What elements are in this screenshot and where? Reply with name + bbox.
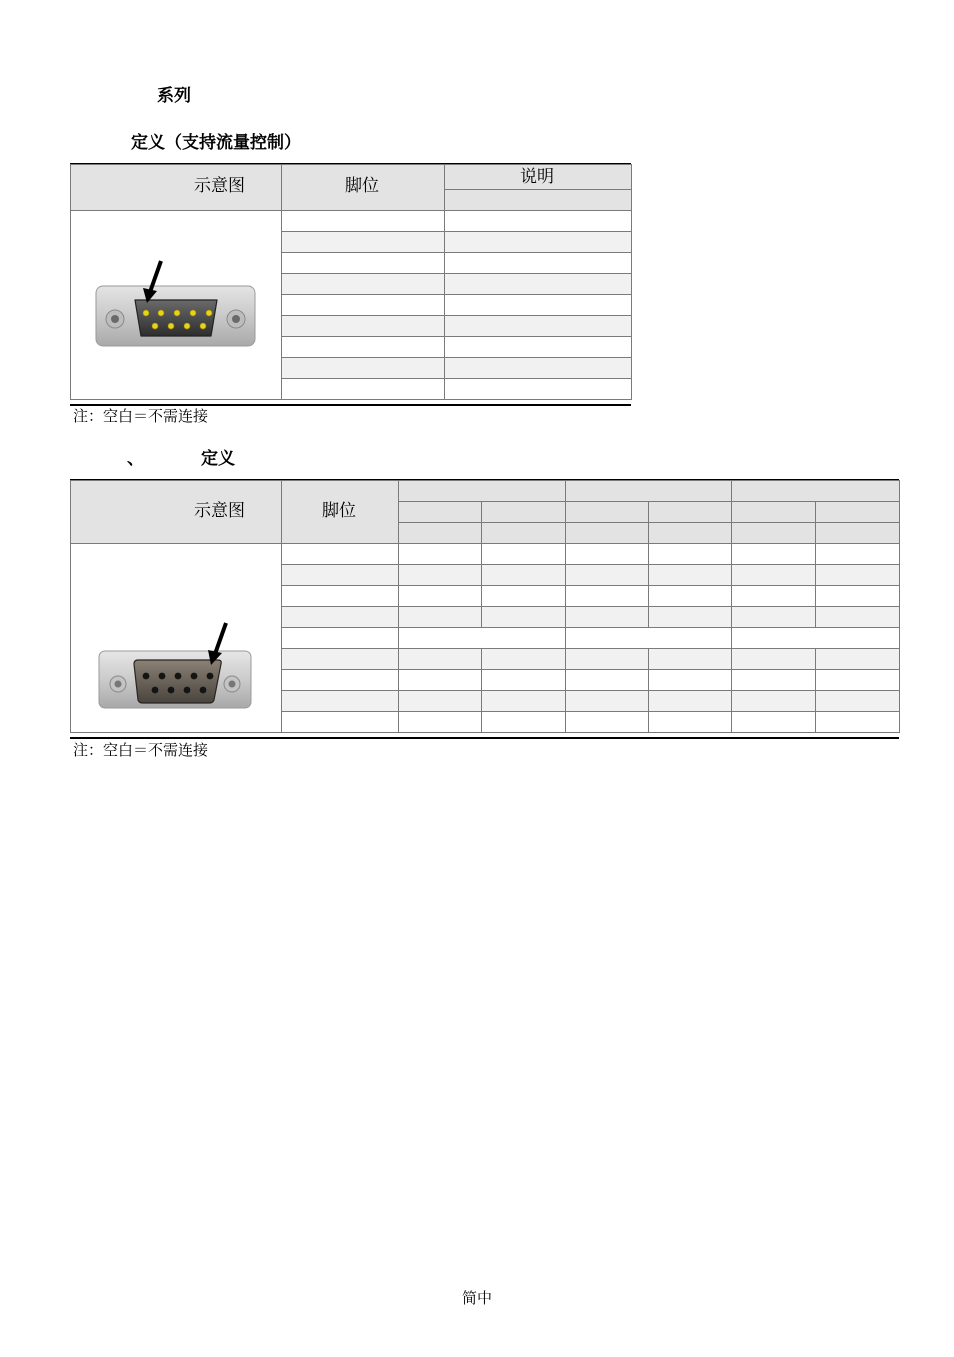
table-cell (282, 670, 399, 691)
table-cell (649, 649, 732, 670)
table2-group-header (566, 481, 732, 502)
table-cell (816, 565, 900, 586)
table-cell (282, 712, 399, 733)
table-cell (445, 253, 632, 274)
table1-note: 注：空白＝不需连接 (73, 407, 209, 425)
table-cell (282, 379, 445, 400)
table-cell (282, 544, 399, 565)
table-cell (445, 295, 632, 316)
table-cell (566, 628, 732, 649)
table-cell (282, 253, 445, 274)
table-cell (399, 607, 482, 628)
table-cell (566, 607, 649, 628)
table2-subheader (566, 523, 649, 544)
table-cell (482, 670, 566, 691)
table2-group-header (399, 481, 566, 502)
table2-bottom-rule (70, 737, 899, 739)
table-cell (282, 337, 445, 358)
table-cell (732, 544, 816, 565)
table-cell (732, 649, 816, 670)
table-cell (399, 712, 482, 733)
table-cell (566, 712, 649, 733)
table-cell (816, 544, 900, 565)
table-cell (399, 628, 566, 649)
table-cell (399, 586, 482, 607)
table1-header-desc-sub (445, 190, 632, 211)
table-cell (282, 358, 445, 379)
table-cell (732, 565, 816, 586)
table2-subheader (732, 502, 816, 523)
table-cell (445, 274, 632, 295)
table-cell (482, 565, 566, 586)
table-cell (566, 586, 649, 607)
table-cell (649, 544, 732, 565)
db9-female-connector-icon (98, 620, 254, 712)
table1-header-diagram (71, 165, 282, 211)
table2-subheader (399, 523, 482, 544)
table2-subheader (399, 502, 482, 523)
table2-header-pin-label: 脚位 (322, 501, 356, 521)
series-title: 系列 (157, 86, 191, 106)
table-cell (282, 316, 445, 337)
table-cell (282, 295, 445, 316)
table2-note: 注：空白＝不需连接 (73, 741, 209, 759)
table-cell (282, 232, 445, 253)
table1-header-desc-label: 说明 (520, 167, 554, 187)
table-cell (816, 649, 900, 670)
table-cell (732, 670, 816, 691)
table-cell (482, 544, 566, 565)
table-cell (649, 691, 732, 712)
table-cell (566, 565, 649, 586)
section1-title: 定义（支持流量控制） (131, 133, 301, 153)
table2-group-header (732, 481, 900, 502)
table-cell (566, 670, 649, 691)
table-cell (282, 586, 399, 607)
table-cell (282, 274, 445, 295)
table-cell (732, 691, 816, 712)
table2-subheader (816, 502, 900, 523)
table-cell (282, 649, 399, 670)
table2-subheader (482, 502, 566, 523)
table-cell (445, 337, 632, 358)
table-cell (482, 607, 566, 628)
table-cell (816, 670, 900, 691)
table-cell (482, 649, 566, 670)
table-cell (445, 232, 632, 253)
table1-bottom-rule (70, 404, 631, 406)
table-cell (282, 691, 399, 712)
table2-subheader (649, 502, 732, 523)
table-cell (282, 565, 399, 586)
table-cell (732, 607, 816, 628)
table-cell (399, 565, 482, 586)
table2-header-diagram-label: 示意图 (194, 501, 245, 521)
table-cell (649, 607, 732, 628)
section2-title-separator: 、 (127, 449, 144, 469)
table-cell (649, 586, 732, 607)
table2-header-diagram (71, 481, 282, 544)
table-cell (566, 691, 649, 712)
table-cell (566, 544, 649, 565)
table-cell (566, 649, 649, 670)
db9-male-connector-icon (95, 258, 257, 350)
table2-subheader (566, 502, 649, 523)
table-cell (816, 691, 900, 712)
table2-subheader (649, 523, 732, 544)
table-cell (649, 670, 732, 691)
section2-title: 定义 (201, 449, 235, 469)
table-cell (816, 712, 900, 733)
table-cell (399, 544, 482, 565)
table-cell (816, 607, 900, 628)
table-cell (282, 607, 399, 628)
table2-subheader (732, 523, 816, 544)
table-cell (282, 211, 445, 232)
table2-subheader (816, 523, 900, 544)
table-cell (482, 586, 566, 607)
table-cell (482, 712, 566, 733)
table-cell (445, 379, 632, 400)
table-cell (399, 691, 482, 712)
table-cell (445, 358, 632, 379)
table-cell (649, 565, 732, 586)
table-cell (732, 628, 900, 649)
table-cell (649, 712, 732, 733)
table1-header-diagram-label: 示意图 (194, 176, 245, 196)
table1-header-pin-label: 脚位 (345, 176, 379, 196)
table-cell (482, 691, 566, 712)
table-cell (445, 211, 632, 232)
page-footer: 简中 (461, 1289, 492, 1307)
table-cell (445, 316, 632, 337)
table-cell (732, 586, 816, 607)
table-cell (282, 628, 399, 649)
table2-subheader (482, 523, 566, 544)
table-cell (732, 712, 816, 733)
table-cell (399, 670, 482, 691)
table-cell (399, 649, 482, 670)
table-cell (816, 586, 900, 607)
